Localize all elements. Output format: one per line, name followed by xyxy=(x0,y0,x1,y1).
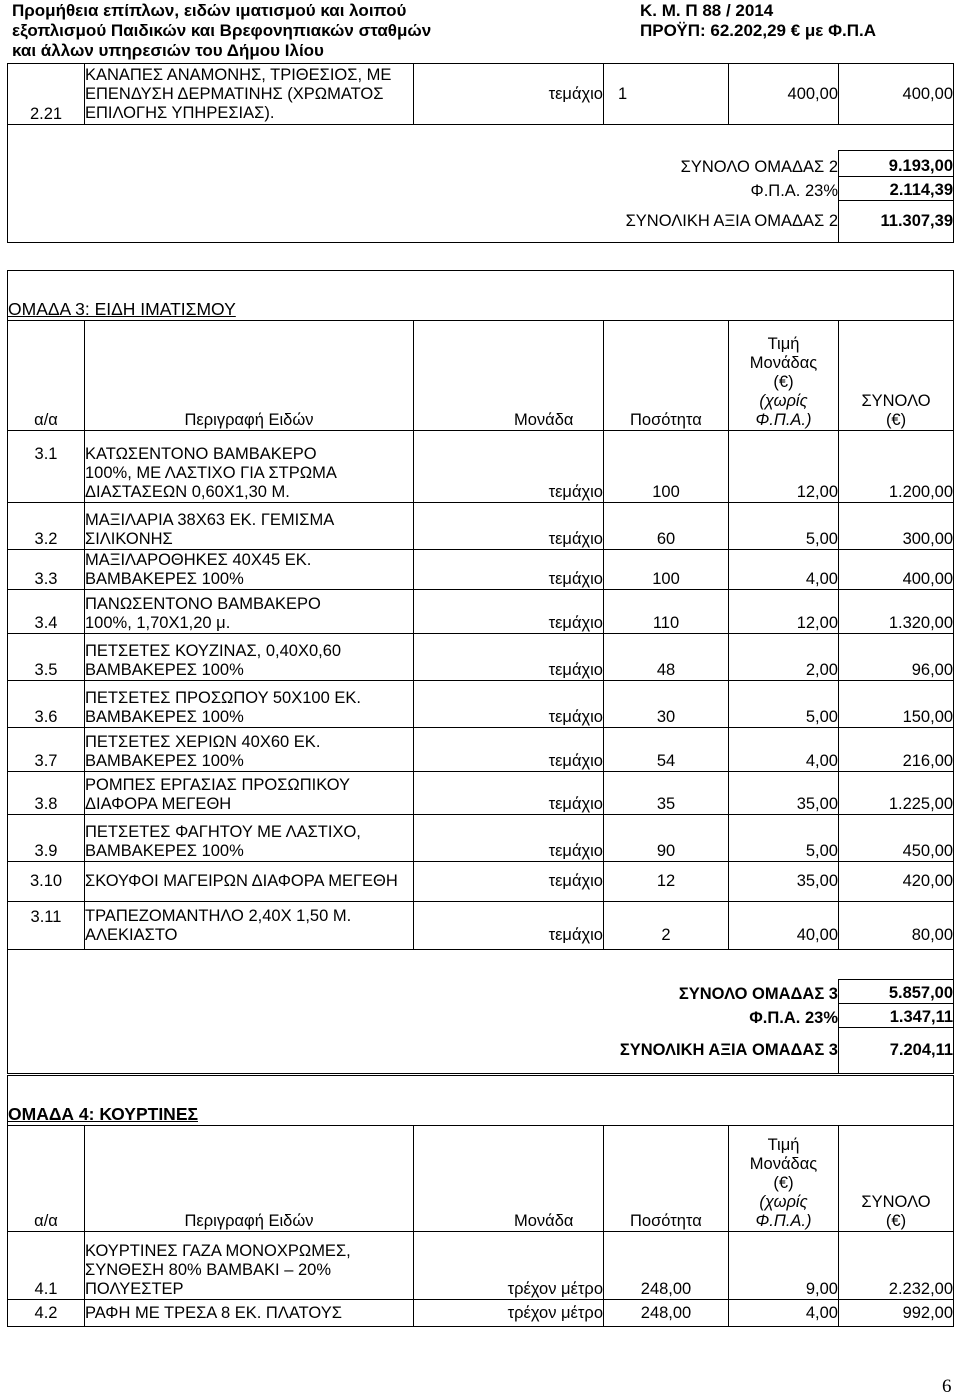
table-row xyxy=(8,815,954,862)
col-header-unit: Μονάδα xyxy=(414,321,604,431)
vat-value: 2.114,39 xyxy=(839,177,954,201)
grand-total-value: 7.204,11 xyxy=(839,1028,954,1074)
item-description: ΡΟΜΠΕΣ ΕΡΓΑΣΙΑΣ ΠΡΟΣΩΠΙΚΟΥ ΔΙΑΦΟΡΑ ΜΕΓΕΘΗ xyxy=(85,772,414,815)
item-number: 2.21 xyxy=(8,64,85,125)
item-number: 3.5 xyxy=(8,634,85,681)
item-quantity: 54 xyxy=(604,728,729,772)
group-title: ΟΜΑΔΑ 4: ΚΟΥΡΤΙΝΕΣ xyxy=(8,1104,198,1124)
column-header-row xyxy=(8,1126,954,1232)
item-description: ΠΕΤΣΕΤΕΣ ΚΟΥΖΙΝΑΣ, 0,40Χ0,60 ΒΑΜΒΑΚΕΡΕΣ 100% xyxy=(85,634,414,681)
item-unit: τεμάχιο xyxy=(414,503,604,550)
item-unit: τεμάχιο xyxy=(414,634,604,681)
item-unit-price: 5,00 xyxy=(729,681,839,728)
item-quantity: 1 xyxy=(604,64,729,125)
item-unit-price: 9,00 xyxy=(729,1232,839,1300)
subtotal-label: ΣΥΝΟΛΟ ΟΜΑΔΑΣ 3 xyxy=(8,980,839,1004)
item-unit-price: 5,00 xyxy=(729,815,839,862)
item-unit: τεμάχιο xyxy=(414,815,604,862)
item-number: 4.2 xyxy=(8,1300,85,1327)
table-row xyxy=(8,590,954,634)
item-unit: τεμάχιο xyxy=(414,862,604,902)
item-quantity: 100 xyxy=(604,550,729,590)
item-total: 216,00 xyxy=(839,728,954,772)
grand-total-value: 11.307,39 xyxy=(839,201,954,243)
grand-total-label: ΣΥΝΟΛΙΚΗ ΑΞΙΑ ΟΜΑΔΑΣ 3 xyxy=(8,1028,839,1074)
col-header-no: α/α xyxy=(8,1126,85,1232)
grand-total-label: ΣΥΝΟΛΙΚΗ ΑΞΙΑ ΟΜΑΔΑΣ 2 xyxy=(8,201,839,243)
grand-total-row xyxy=(8,1028,954,1074)
item-total: 450,00 xyxy=(839,815,954,862)
vat-label: Φ.Π.Α. 23% xyxy=(8,1004,839,1028)
item-unit: τεμάχιο xyxy=(414,728,604,772)
col-header-total: ΣΥΝΟΛΟ (€) xyxy=(839,1126,954,1232)
item-description: ΚΟΥΡΤΙΝΕΣ ΓΑΖΑ ΜΟΝΟΧΡΩΜΕΣ, ΣΥΝΘΕΣΗ 80% ΒΑΜΒΑΚΙ – 20% ΠΟΛΥΕΣΤΕΡ xyxy=(85,1232,414,1300)
col-header-unit: Μονάδα xyxy=(414,1126,604,1232)
item-total: 1.225,00 xyxy=(839,772,954,815)
spacer-row xyxy=(8,125,954,151)
item-quantity: 48 xyxy=(604,634,729,681)
item-quantity: 60 xyxy=(604,503,729,550)
header-line: εξοπλισμού Παιδικών και Βρεφονηπιακών σταθμών xyxy=(12,21,432,40)
item-unit: τρέχον μέτρο xyxy=(414,1232,604,1300)
group-title: ΟΜΑΔΑ 3: ΕΙΔΗ ΙΜΑΤΙΣΜΟΥ xyxy=(8,299,236,319)
item-description: ΚΑΤΩΣΕΝΤΟΝΟ ΒΑΜΒΑΚΕΡΟ 100%, ΜΕ ΛΑΣΤΙΧΟ ΓΙΑ ΣΤΡΩΜΑ ΔΙΑΣΤΑΣΕΩΝ 0,60Χ1,30 Μ. xyxy=(85,431,414,503)
item-unit-price: 4,00 xyxy=(729,550,839,590)
col-header-quantity: Ποσότητα xyxy=(604,321,729,431)
item-unit-price: 35,00 xyxy=(729,862,839,902)
header-budget: ΠΡΟΫΠ: 62.202,29 € με Φ.Π.Α xyxy=(640,21,877,40)
group2-table xyxy=(7,63,954,243)
group3-table xyxy=(7,270,954,1074)
item-quantity: 110 xyxy=(604,590,729,634)
item-unit-price: 40,00 xyxy=(729,902,839,950)
item-number: 3.9 xyxy=(8,815,85,862)
item-description: ΣΚΟΥΦΟΙ ΜΑΓΕΙΡΩΝ ΔΙΑΦΟΡΑ ΜΕΓΕΘΗ xyxy=(85,862,414,902)
group-title-row xyxy=(8,271,954,321)
item-total: 150,00 xyxy=(839,681,954,728)
document-header-right xyxy=(640,1,876,41)
group4-table xyxy=(7,1075,954,1327)
grand-total-row xyxy=(8,201,954,243)
subtotal-value: 5.857,00 xyxy=(839,980,954,1004)
item-description: ΠΕΤΣΕΤΕΣ ΧΕΡΙΩΝ 40Χ60 ΕΚ. ΒΑΜΒΑΚΕΡΕΣ 100% xyxy=(85,728,414,772)
header-ref: Κ. Μ. Π 88 / 2014 xyxy=(640,1,774,20)
item-quantity: 2 xyxy=(604,902,729,950)
item-unit: τεμάχιο xyxy=(414,681,604,728)
item-quantity: 12 xyxy=(604,862,729,902)
document-header-left xyxy=(12,1,431,61)
item-total: 420,00 xyxy=(839,862,954,902)
table-row xyxy=(8,862,954,902)
vat-row xyxy=(8,1004,954,1028)
item-number: 3.10 xyxy=(8,862,85,902)
table-row xyxy=(8,634,954,681)
subtotal-label: ΣΥΝΟΛΟ ΟΜΑΔΑΣ 2 xyxy=(8,151,839,177)
item-quantity: 248,00 xyxy=(604,1300,729,1327)
item-total: 992,00 xyxy=(839,1300,954,1327)
item-unit-price: 12,00 xyxy=(729,590,839,634)
item-description: ΡΑΦΗ ΜΕ ΤΡΕΣΑ 8 ΕΚ. ΠΛΑΤΟΥΣ xyxy=(85,1300,414,1327)
item-description: ΜΑΞΙΛΑΡΟΘΗΚΕΣ 40Χ45 ΕΚ. ΒΑΜΒΑΚΕΡΕΣ 100% xyxy=(85,550,414,590)
subtotal-row xyxy=(8,151,954,177)
header-line: και άλλων υπηρεσιών του Δήμου Ιλίου xyxy=(12,41,324,60)
item-description: ΜΑΞΙΛΑΡΙΑ 38Χ63 ΕΚ. ΓΕΜΙΣΜΑ ΣΙΛΙΚΟΝΗΣ xyxy=(85,503,414,550)
item-description: ΠΕΤΣΕΤΕΣ ΦΑΓΗΤΟΥ ΜΕ ΛΑΣΤΙΧΟ, ΒΑΜΒΑΚΕΡΕΣ 100% xyxy=(85,815,414,862)
table-row xyxy=(8,503,954,550)
item-quantity: 90 xyxy=(604,815,729,862)
item-unit-price: 4,00 xyxy=(729,1300,839,1327)
table-row xyxy=(8,1300,954,1327)
item-total: 1.200,00 xyxy=(839,431,954,503)
item-unit-price: 12,00 xyxy=(729,431,839,503)
item-unit-price: 2,00 xyxy=(729,634,839,681)
item-unit-price: 400,00 xyxy=(729,64,839,125)
vat-label: Φ.Π.Α. 23% xyxy=(8,177,839,201)
col-header-quantity: Ποσότητα xyxy=(604,1126,729,1232)
group-title-row xyxy=(8,1076,954,1126)
table-row xyxy=(8,64,954,125)
item-number: 3.11 xyxy=(8,902,85,950)
page-number: 6 xyxy=(942,1376,952,1397)
item-quantity: 35 xyxy=(604,772,729,815)
col-header-total: ΣΥΝΟΛΟ (€) xyxy=(839,321,954,431)
item-description: ΤΡΑΠΕΖΟΜΑΝΤΗΛΟ 2,40Χ 1,50 Μ. ΑΛΕΚΙΑΣΤΟ xyxy=(85,902,414,950)
item-unit-price: 4,00 xyxy=(729,728,839,772)
item-total: 300,00 xyxy=(839,503,954,550)
table-row xyxy=(8,431,954,503)
col-header-unit-price: Τιμή Μονάδας (€) (χωρίς Φ.Π.Α.) xyxy=(729,1126,839,1232)
item-number: 3.3 xyxy=(8,550,85,590)
item-total: 2.232,00 xyxy=(839,1232,954,1300)
item-unit: τρέχον μέτρο xyxy=(414,1300,604,1327)
item-total: 1.320,00 xyxy=(839,590,954,634)
col-header-unit-price: Τιμή Μονάδας (€) (χωρίς Φ.Π.Α.) xyxy=(729,321,839,431)
item-description: ΠΕΤΣΕΤΕΣ ΠΡΟΣΩΠΟΥ 50Χ100 ΕΚ. ΒΑΜΒΑΚΕΡΕΣ 100% xyxy=(85,681,414,728)
vat-row xyxy=(8,177,954,201)
column-header-row xyxy=(8,321,954,431)
table-row xyxy=(8,772,954,815)
table-row xyxy=(8,550,954,590)
item-description: ΚΑΝΑΠΕΣ ΑΝΑΜΟΝΗΣ, ΤΡΙΘΕΣΙΟΣ, ΜΕ ΕΠΕΝΔΥΣΗ ΔΕΡΜΑΤΙΝΗΣ (ΧΡΩΜΑΤΟΣ ΕΠΙΛΟΓΗΣ ΥΠΗΡΕΣΙΑΣ). xyxy=(85,64,414,125)
item-unit-price: 35,00 xyxy=(729,772,839,815)
item-number: 3.7 xyxy=(8,728,85,772)
table-row xyxy=(8,902,954,950)
item-unit: τεμάχιο xyxy=(414,64,604,125)
table-row xyxy=(8,728,954,772)
item-total: 400,00 xyxy=(839,64,954,125)
item-unit-price: 5,00 xyxy=(729,503,839,550)
table-row xyxy=(8,1232,954,1300)
item-unit: τεμάχιο xyxy=(414,772,604,815)
item-unit: τεμάχιο xyxy=(414,902,604,950)
item-unit: τεμάχιο xyxy=(414,550,604,590)
col-header-description: Περιγραφή Ειδών xyxy=(85,321,414,431)
spacer-row xyxy=(8,950,954,980)
item-number: 3.1 xyxy=(8,431,85,503)
item-unit: τεμάχιο xyxy=(414,431,604,503)
item-total: 400,00 xyxy=(839,550,954,590)
item-number: 4.1 xyxy=(8,1232,85,1300)
item-number: 3.6 xyxy=(8,681,85,728)
item-quantity: 100 xyxy=(604,431,729,503)
subtotal-row xyxy=(8,980,954,1004)
subtotal-value: 9.193,00 xyxy=(839,151,954,177)
item-quantity: 248,00 xyxy=(604,1232,729,1300)
col-header-description: Περιγραφή Ειδών xyxy=(85,1126,414,1232)
item-number: 3.8 xyxy=(8,772,85,815)
item-unit: τεμάχιο xyxy=(414,590,604,634)
table-row xyxy=(8,681,954,728)
item-number: 3.4 xyxy=(8,590,85,634)
vat-value: 1.347,11 xyxy=(839,1004,954,1028)
item-number: 3.2 xyxy=(8,503,85,550)
col-header-no: α/α xyxy=(8,321,85,431)
header-line: Προμήθεια επίπλων, ειδών ιματισμού και λοιπού xyxy=(12,1,407,20)
item-total: 96,00 xyxy=(839,634,954,681)
item-description: ΠΑΝΩΣΕΝΤΟΝΟ ΒΑΜΒΑΚΕΡΟ 100%, 1,70Χ1,20 μ. xyxy=(85,590,414,634)
item-quantity: 30 xyxy=(604,681,729,728)
item-total: 80,00 xyxy=(839,902,954,950)
